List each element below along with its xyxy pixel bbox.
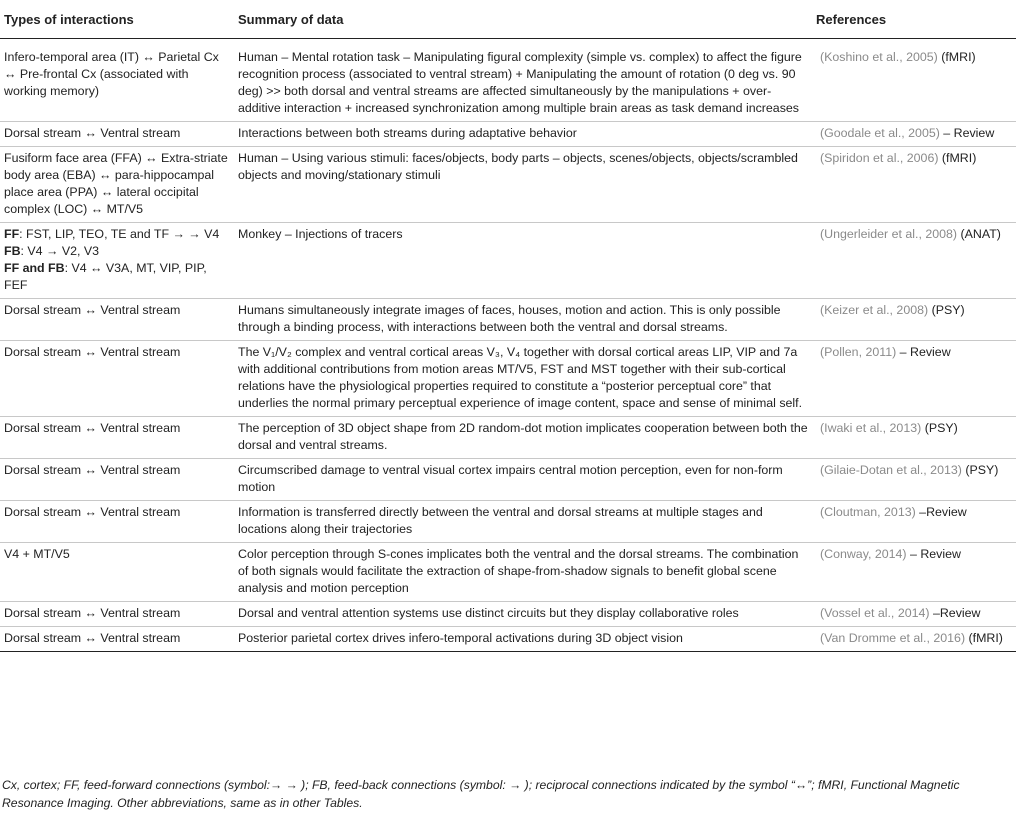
ff-text: : FST, LIP, TEO, TE and TF → → V4 xyxy=(19,227,220,241)
cell-type: Dorsal stream ↔ Ventral stream xyxy=(0,299,234,341)
reference-link[interactable]: (Pollen, 2011) xyxy=(820,345,897,359)
reference-link[interactable]: (Cloutman, 2013) xyxy=(820,505,916,519)
cell-summary: Color perception through S-cones implicates both the ventral and the dorsal streams. The combination of both signals would facilitate the extraction of shape-from-shadow signals to benefit global scene analysis and motion perception xyxy=(234,543,812,602)
cell-summary: Human – Using various stimuli: faces/objects, body parts – objects, scenes/objects, objects/scrambled objects and moving/stationary stimuli xyxy=(234,147,812,223)
cell-type: Dorsal stream ↔ Ventral stream xyxy=(0,122,234,147)
reference-link[interactable]: (Van Dromme et al., 2016) xyxy=(820,631,966,645)
table-row xyxy=(0,39,1016,122)
fffb-line xyxy=(4,260,230,294)
reference-link[interactable]: (Vossel et al., 2014) xyxy=(820,606,930,620)
cell-reference xyxy=(812,299,1016,341)
reference-link[interactable]: (Conway, 2014) xyxy=(820,547,907,561)
cell-reference xyxy=(812,147,1016,223)
cell-reference xyxy=(812,501,1016,543)
reference-method: (PSY) xyxy=(961,463,999,477)
reference-link[interactable]: (Ungerleider et al., 2008) xyxy=(820,227,958,241)
cell-summary: Monkey – Injections of tracers xyxy=(234,223,812,299)
reference-method: (fMRI) xyxy=(938,151,977,165)
fffb-label: FF and FB xyxy=(4,261,65,275)
reference-method: – Review xyxy=(906,547,961,561)
reference-method: (PSY) xyxy=(921,421,958,435)
cell-type: Fusiform face area (FFA) ↔ Extra-striate body area (EBA) ↔ para-hippocampal place area (PPA) ↔ lateral occipital complex (LOC) ↔ MT/V5 xyxy=(0,147,234,223)
reference-method: – Review xyxy=(896,345,951,359)
fffb-text: : V4 ↔ V3A, MT, VIP, PIP, FEF xyxy=(4,261,207,292)
cell-reference xyxy=(812,417,1016,459)
cell-summary: Dorsal and ventral attention systems use distinct circuits but they display collaborative roles xyxy=(234,602,812,627)
table-row xyxy=(0,122,1016,147)
cell-type: Dorsal stream ↔ Ventral stream xyxy=(0,417,234,459)
ff-label: FF xyxy=(4,227,20,241)
cell-summary: Posterior parietal cortex drives infero-temporal activations during 3D object vision xyxy=(234,627,812,652)
cell-reference xyxy=(812,602,1016,627)
table-row xyxy=(0,602,1016,627)
cell-reference xyxy=(812,459,1016,501)
table-row xyxy=(0,627,1016,652)
reference-method: –Review xyxy=(915,505,967,519)
reference-method: – Review xyxy=(939,126,995,140)
table-row xyxy=(0,341,1016,417)
fb-label: FB xyxy=(4,244,21,258)
cell-summary: The perception of 3D object shape from 2D random-dot motion implicates cooperation between both the dorsal and ventral streams. xyxy=(234,417,812,459)
cell-type: Dorsal stream ↔ Ventral stream xyxy=(0,341,234,417)
cell-type: Infero-temporal area (IT) ↔ Parietal Cx ↔ Pre-frontal Cx (associated with working memory) xyxy=(0,39,234,122)
table-row xyxy=(0,501,1016,543)
reference-method: (fMRI) xyxy=(937,50,976,64)
reference-link[interactable]: (Iwaki et al., 2013) xyxy=(820,421,922,435)
reference-method: (ANAT) xyxy=(957,227,1001,241)
reference-method: (PSY) xyxy=(928,303,965,317)
cell-reference xyxy=(812,341,1016,417)
table-row xyxy=(0,417,1016,459)
cell-type xyxy=(0,223,234,299)
table-row xyxy=(0,147,1016,223)
cell-summary: Information is transferred directly between the ventral and dorsal streams at multiple stages and locations along their trajectories xyxy=(234,501,812,543)
reference-link[interactable]: (Koshino et al., 2005) xyxy=(820,50,938,64)
header-summary: Summary of data xyxy=(234,0,812,39)
cell-type: Dorsal stream ↔ Ventral stream xyxy=(0,602,234,627)
ff-line xyxy=(4,226,230,243)
cell-type: V4 + MT/V5 xyxy=(0,543,234,602)
cell-summary: The V₁/V₂ complex and ventral cortical areas V₃, V₄ together with dorsal cortical areas LIP, VIP and 7a with additional contributions from motion areas MT/V5, FST and MST together with their sub-cortical relations have the physiological properties required to constitute a “posterior perceptual core” that underlies the normal primary perceptual experience of image content, space and sense of minimal self. xyxy=(234,341,812,417)
header-references: References xyxy=(812,0,1016,39)
cell-reference xyxy=(812,39,1016,122)
header-types: Types of interactions xyxy=(0,0,234,39)
cell-reference xyxy=(812,223,1016,299)
cell-reference xyxy=(812,543,1016,602)
cell-type: Dorsal stream ↔ Ventral stream xyxy=(0,459,234,501)
cell-type: Dorsal stream ↔ Ventral stream xyxy=(0,627,234,652)
reference-method: (fMRI) xyxy=(965,631,1003,645)
fb-line xyxy=(4,243,230,260)
cell-reference xyxy=(812,627,1016,652)
table-header-row xyxy=(0,0,1016,39)
table-footnote: Cx, cortex; FF, feed-forward connections (symbol:→ → ); FB, feed-back connections (symbol: → ); reciprocal connections indicated by the symbol “↔”; fMRI, Functional Magnetic Resonance Imaging. Other abbreviations, same as in other Tables. xyxy=(2,778,960,810)
table-row xyxy=(0,459,1016,501)
reference-link[interactable]: (Spiridon et al., 2006) xyxy=(820,151,939,165)
cell-reference xyxy=(812,122,1016,147)
table-row xyxy=(0,299,1016,341)
cell-type: Dorsal stream ↔ Ventral stream xyxy=(0,501,234,543)
cell-summary: Interactions between both streams during adaptative behavior xyxy=(234,122,812,147)
table-row xyxy=(0,223,1016,299)
fb-text: : V4 → V2, V3 xyxy=(20,244,100,258)
reference-link[interactable]: (Gilaie-Dotan et al., 2013) xyxy=(820,463,962,477)
reference-method: –Review xyxy=(929,606,981,620)
cell-summary: Circumscribed damage to ventral visual cortex impairs central motion perception, even for non-form motion xyxy=(234,459,812,501)
cell-summary: Human – Mental rotation task – Manipulating figural complexity (simple vs. complex) to affect the figure recognition process (associated to ventral stream) + Manipulating the amount of rotation (0 deg vs. 90 deg) >> both dorsal and ventral streams are affected simultaneously by the manipulations + over-additive interaction + increased synchronization among multiple brain areas as task demand increases xyxy=(234,39,812,122)
reference-link[interactable]: (Keizer et al., 2008) xyxy=(820,303,929,317)
table-row xyxy=(0,543,1016,602)
reference-link[interactable]: (Goodale et al., 2005) xyxy=(820,126,940,140)
cell-summary: Humans simultaneously integrate images of faces, houses, motion and action. This is only possible through a binding process, with interactions between both the ventral and dorsal streams. xyxy=(234,299,812,341)
